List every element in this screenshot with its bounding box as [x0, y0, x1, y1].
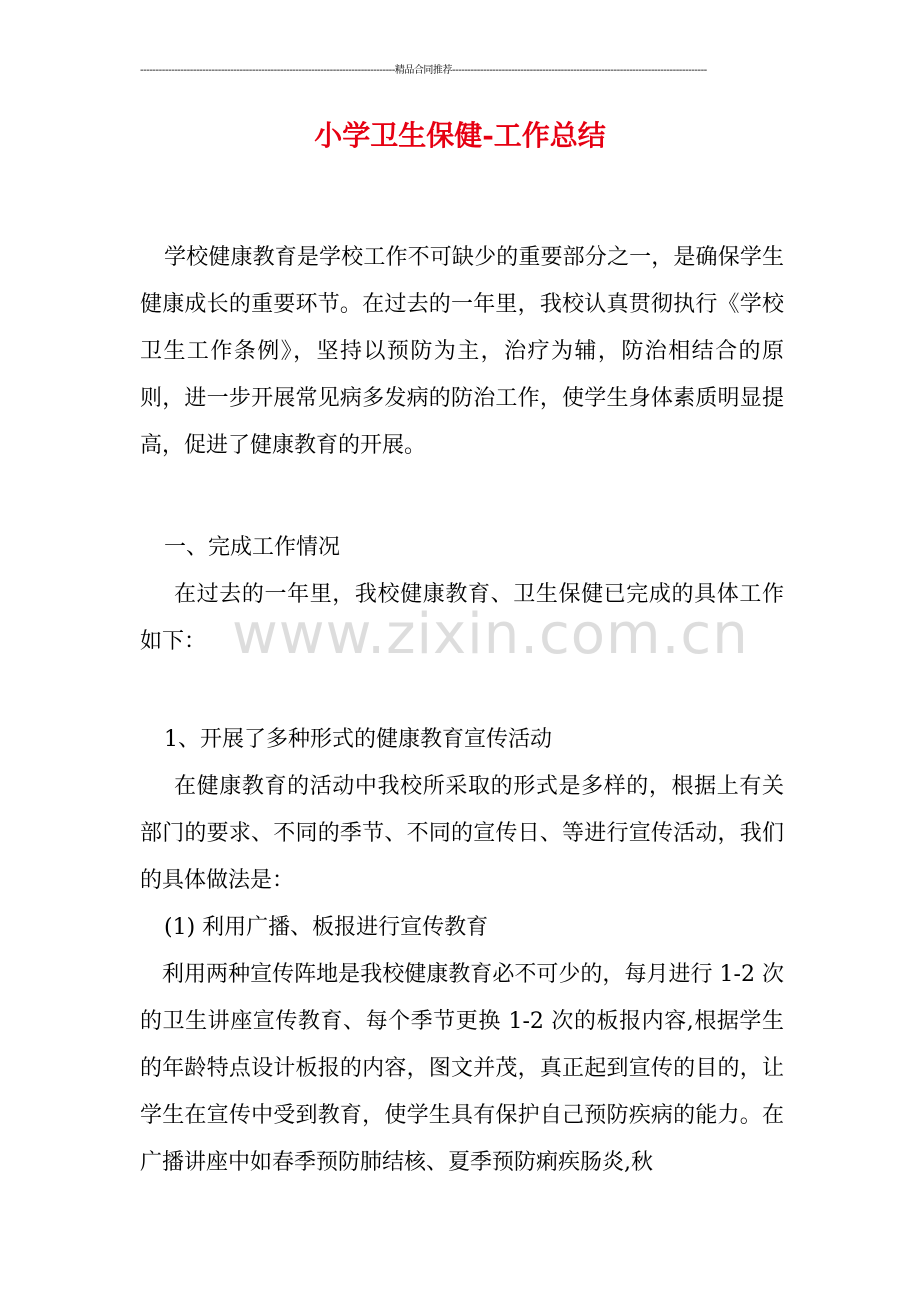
watermark-text: www.zixin.com.cn	[232, 602, 749, 667]
intro-block	[140, 234, 784, 469]
item1-block	[140, 716, 784, 1186]
item1-heading: 1、开展了多种形式的健康教育宣传活动	[164, 727, 552, 752]
page-header	[140, 64, 736, 78]
section1-block	[140, 524, 784, 665]
sub1-heading: (1) 利用广播、板报进行宣传教育	[164, 915, 489, 940]
item1-paragraph: 在健康教育的活动中我校所采取的形式是多样的，根据上有关部门的要求、不同的季节、不同的宣传日、等进行宣传活动，我们的具体做法是：	[140, 774, 784, 893]
header-dash-right: ----------------------------------------------------------------------------------	[451, 65, 707, 76]
section1-heading: 一、完成工作情况	[164, 535, 341, 560]
header-label: 精品合同推荐	[394, 65, 452, 76]
intro-paragraph: 学校健康教育是学校工作不可缺少的重要部分之一，是确保学生健康成长的重要环节。在过去的一年里，我校认真贯彻执行《学校卫生工作条例》，坚持以预防为主，治疗为辅，防治相结合的原则，进一步开展常见病多发病的防治工作，使学生身体素质明显提高，促进了健康教育的开展。	[140, 245, 784, 458]
section1-paragraph: 在过去的一年里，我校健康教育、卫生保健已完成的具体工作如下：	[140, 582, 784, 654]
document-title: 小学卫生保健-工作总结	[314, 119, 606, 152]
sub1-paragraph: 利用两种宣传阵地是我校健康教育必不可少的，每月进行 1-2 次的卫生讲座宣传教育、每个季节更换 1-2 次的板报内容,根据学生的年龄特点设计板报的内容，图文并茂，真正起到宣传的目的，让学生在宣传中受到教育，使学生具有保护自己预防疾病的能力。在广播讲座中如春季预防肺结核、夏季预防痢疾肠炎,秋	[140, 962, 784, 1175]
header-dash-left: ----------------------------------------------------------------------------------	[140, 65, 395, 76]
